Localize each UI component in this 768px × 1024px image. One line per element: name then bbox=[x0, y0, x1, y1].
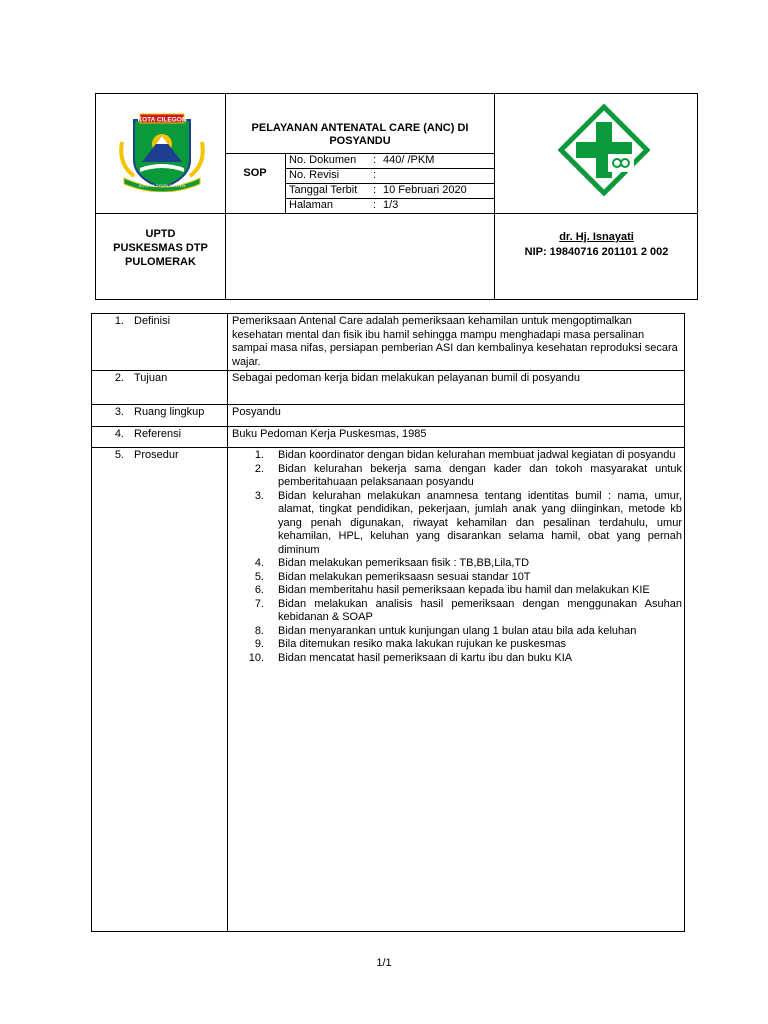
section-label-scope bbox=[104, 406, 204, 420]
procedure-step-text: Bidan memberitahu hasil pemeriksaan kepada ibu hamil dan melakukan KIE bbox=[278, 584, 650, 596]
puskesmas-logo bbox=[558, 104, 650, 196]
meta-key: No. Revisi bbox=[289, 169, 340, 181]
section-label-definition bbox=[104, 315, 170, 329]
procedure-step bbox=[232, 449, 682, 463]
section-number: 2. bbox=[114, 372, 124, 384]
signer-nip: NIP: 19840716 201101 2 002 bbox=[524, 246, 669, 258]
table-divider bbox=[92, 426, 684, 427]
procedure-step-text: Bidan menyarankan untuk kunjungan ulang 1 bulan atau bila ada keluhan bbox=[278, 624, 637, 637]
meta-key: Tanggal Terbit bbox=[289, 184, 358, 196]
procedure-step bbox=[232, 598, 682, 625]
section-title: Prosedur bbox=[134, 449, 179, 461]
procedure-list bbox=[232, 449, 682, 665]
procedure-step-text: Bidan melakukan analisis hasil pemeriksaan dengan menggunakan Asuhan kebidanan & SOAP bbox=[278, 597, 682, 623]
table-divider bbox=[92, 447, 684, 448]
section-title: Tujuan bbox=[134, 372, 168, 384]
document-title bbox=[226, 122, 494, 148]
meta-key: Halaman bbox=[289, 199, 334, 211]
organization-name-line: PULOMERAK bbox=[125, 256, 196, 268]
emblem-top-text: KOTA CILEGON bbox=[137, 116, 187, 124]
meta-row-document-number bbox=[285, 153, 493, 168]
procedure-step-text: Bidan kelurahan melakukan anamnesa tentang identitas bumil : nama, umur, alamat, tingkat pendidikan, pekerjaan, jumlah anak yang diinginkan, metode kb yang penah digunakan, riwayat kehamilan dan pesalinan terdahulu, umur kehamilan, HPL, keluhan yang disarankan selama hamil, obat yang pernah diminum bbox=[278, 489, 682, 556]
procedure-step-number: 1. bbox=[254, 449, 264, 461]
procedure-step-number: 6. bbox=[254, 584, 264, 596]
procedure-step bbox=[232, 557, 682, 571]
procedure-step-number: 7. bbox=[254, 597, 264, 610]
section-text-purpose: Sebagai pedoman kerja bidan melakukan pelayanan bumil di posyandu bbox=[232, 372, 580, 384]
procedure-step-number: 3. bbox=[254, 489, 264, 502]
sop-content-table bbox=[91, 313, 685, 932]
procedure-step-number: 2. bbox=[254, 462, 264, 475]
procedure-step-text: Bidan melakukan pemeriksaan fisik : TB,BB,Lila,TD bbox=[278, 557, 530, 569]
meta-value: 440/ /PKM bbox=[383, 154, 435, 166]
table-divider bbox=[92, 370, 684, 371]
table-divider bbox=[227, 314, 228, 931]
section-label-procedure bbox=[104, 449, 179, 463]
section-text-reference: Buku Pedoman Kerja Puskesmas, 1985 bbox=[232, 428, 427, 440]
signer-name: dr. Hj. Isnayati bbox=[559, 231, 634, 243]
section-number: 3. bbox=[114, 406, 124, 418]
section-title: Definisi bbox=[134, 315, 171, 327]
meta-value: 1/3 bbox=[383, 199, 399, 211]
section-title: Ruang lingkup bbox=[134, 406, 205, 418]
meta-row-page bbox=[285, 198, 493, 213]
procedure-step-number: 9. bbox=[254, 638, 264, 650]
procedure-step-text: Bidan koordinator dengan bidan kelurahan membuat jadwal kegiatan di posyandu bbox=[278, 449, 676, 461]
section-number: 5. bbox=[114, 449, 124, 461]
section-number: 4. bbox=[114, 428, 124, 440]
emblem-bottom-text: KOTA CILEGON BANTEN bbox=[138, 183, 186, 188]
section-label-purpose bbox=[104, 372, 167, 386]
procedure-step-text: Bidan kelurahan bekerja sama dengan kader dan tokoh masyarakat untuk pemberitahuaan pelaksanaan posyandu bbox=[278, 462, 682, 488]
organization-name-line: PUSKESMAS DTP bbox=[113, 242, 208, 254]
procedure-step-text: Bila ditemukan resiko maka lakukan rujukan ke puskesmas bbox=[278, 638, 566, 650]
meta-key: No. Dokumen bbox=[289, 154, 357, 166]
organization-name-line: UPTD bbox=[145, 228, 176, 240]
page-number: 1/1 bbox=[376, 957, 392, 969]
sop-label: SOP bbox=[243, 167, 267, 179]
table-divider bbox=[92, 404, 684, 405]
procedure-step-number: 8. bbox=[254, 624, 264, 637]
section-number: 1. bbox=[114, 315, 124, 327]
sop-header bbox=[95, 93, 698, 300]
section-label-reference bbox=[104, 428, 181, 442]
procedure-step bbox=[232, 571, 682, 585]
section-text-definition: Pemeriksaan Antenal Care adalah pemeriksaan kehamilan untuk mengoptimalkan kesehatan mental dan fisik ibu hamil sehingga mampu menghadapi masa persalinan sampai masa nifas, persiapan pemberian ASI dan kembalinya kesehatan reproduksi secara wajar. bbox=[232, 315, 678, 368]
section-title: Referensi bbox=[134, 428, 182, 440]
procedure-step-number: 5. bbox=[254, 570, 264, 583]
header-divider bbox=[494, 94, 495, 299]
meta-colon: : bbox=[373, 169, 377, 181]
header-divider bbox=[96, 213, 697, 214]
procedure-step bbox=[232, 638, 682, 652]
procedure-step bbox=[232, 584, 682, 598]
document-title-line: PELAYANAN ANTENATAL CARE (ANC) DI bbox=[251, 122, 469, 134]
meta-row-issue-date bbox=[285, 183, 493, 198]
procedure-step-number: 10. bbox=[248, 651, 264, 664]
procedure-step bbox=[232, 652, 682, 666]
organization-name bbox=[96, 227, 225, 269]
procedure-step-text: Bidan mencatat hasil pemeriksaan di kartu ibu dan buku KIA bbox=[278, 651, 573, 664]
city-emblem-logo bbox=[116, 112, 208, 192]
procedure-step bbox=[232, 490, 682, 558]
procedure-step bbox=[232, 463, 682, 490]
procedure-step bbox=[232, 625, 682, 639]
section-text-scope: Posyandu bbox=[232, 406, 281, 418]
meta-colon: : bbox=[373, 199, 377, 211]
meta-colon: : bbox=[373, 154, 377, 166]
document-title-line: POSYANDU bbox=[329, 135, 391, 147]
signer-block bbox=[494, 230, 699, 260]
meta-value: 10 Februari 2020 bbox=[383, 184, 467, 196]
procedure-step-text: Bidan melakukan pemeriksaasn sesuai standar 10T bbox=[278, 570, 531, 583]
meta-row-revision bbox=[285, 168, 493, 183]
procedure-step-number: 4. bbox=[254, 557, 264, 569]
meta-colon: : bbox=[373, 184, 377, 196]
